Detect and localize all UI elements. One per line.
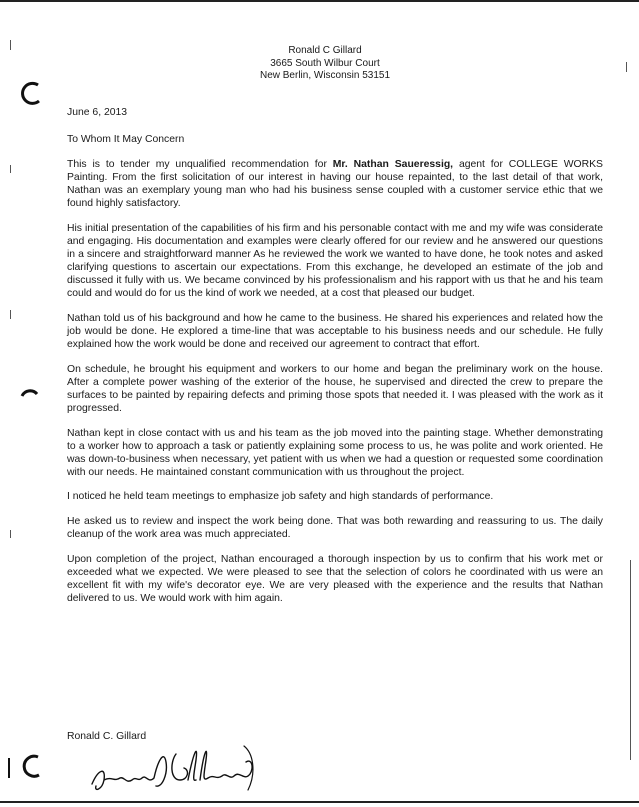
- paragraph-safety: I noticed he held team meetings to emphasize job safety and high standards of performance.: [67, 491, 494, 503]
- binder-hole-top-icon: [18, 80, 44, 106]
- handwritten-signature: [84, 740, 284, 800]
- letterhead: [200, 45, 450, 83]
- paragraph-introduction: [67, 158, 603, 210]
- paragraph-completion: Upon completion of the project, Nathan encouraged a thorough inspection by us to confirm that his work met or exceeded what we expected. We were pleased to see that the selection of colors he coordinated with us were an excellent fit with my wife's decorator eye. We are very pleased with the experience and the results that Nathan delivered to us. We would work with him again.: [67, 553, 603, 605]
- letter-date: June 6, 2013: [67, 107, 128, 118]
- top-scan-edge: [0, 0, 639, 2]
- paragraph-review: He asked us to review and inspect the work being done. That was both rewarding and reassuring to us. The daily cleanup of the work area was much appreciated.: [67, 516, 603, 541]
- scan-mark: [626, 62, 627, 72]
- binder-hole-middle-icon: [18, 388, 42, 412]
- paragraph-preliminary-work: On schedule, he brought his equipment and workers to our home and began the preliminary work on the house. After a complete power washing of the exterior of the house, he supervised and directed the crew to prepare the surfaces to be painted by repairing defects and priming those spots that needed it. I was pleased with the work as it progressed.: [67, 363, 603, 414]
- paragraph-background: Nathan told us of his background and how he came to the business. He shared his experiences and related how the job would be done. He explored a time-line that was acceptable to his business needs and our schedule. He fully explained how the work would be done and received our agreement to contract that effort.: [67, 312, 603, 351]
- scan-mark: [630, 560, 631, 760]
- sender-name: Ronald C Gillard: [288, 45, 362, 56]
- intro-text: This is to tender my unqualified recommendation for: [67, 159, 333, 170]
- sender-street: 3665 South Wilbur Court: [270, 57, 380, 69]
- bottom-scan-edge: [0, 801, 639, 803]
- scan-mark: [10, 40, 11, 50]
- letter-body: [67, 158, 603, 617]
- intro-text-cont: agent for COLLEGE WORKS Painting. From the first solicitation of our interest in having our house repainted, to the last detail of that work, Nathan was an exemplary young man who had his business sense coupled with a customer service ethic that we found highly satisfactory.: [67, 159, 603, 210]
- salutation: To Whom It May Concern: [67, 134, 185, 145]
- scan-mark: [10, 165, 11, 173]
- paragraph-presentation: His initial presentation of the capabilities of his firm and his personable contact with me and my wife was considerate and engaging. His documentation and examples were clearly offered for our review and he answered our questions in a sincere and straightforward manner As he reviewed the work we wanted to have done, he took notes and asked clarifying questions to ascertain our expectations. From this exchange, he developed an estimate of the job and discussed it fully with us. We became convinced by his professionalism and his rapport with us that he and his team could and would do for us the kind of work we needed, at a cost that pleased our budget.: [67, 222, 603, 300]
- paragraph-painting-stage: Nathan kept in close contact with us and his team as the job moved into the painting stage. Whether demonstrating to a worker how to approach a task or patiently explaining some process to us, he was polite and work oriented. He was down-to-business when necessary, yet patient with us when we had a question or requested some coordination with our needs. He maintained constant communication with us throughout the project.: [67, 427, 603, 478]
- scan-mark: [10, 310, 11, 319]
- binder-hole-bottom-icon: [5, 750, 45, 780]
- scan-mark: [10, 530, 11, 538]
- closing-name: Ronald C. Gillard: [67, 731, 147, 742]
- sender-city: New Berlin, Wisconsin 53151: [259, 70, 391, 81]
- recommended-name: Mr. Nathan Saueressig,: [332, 159, 454, 170]
